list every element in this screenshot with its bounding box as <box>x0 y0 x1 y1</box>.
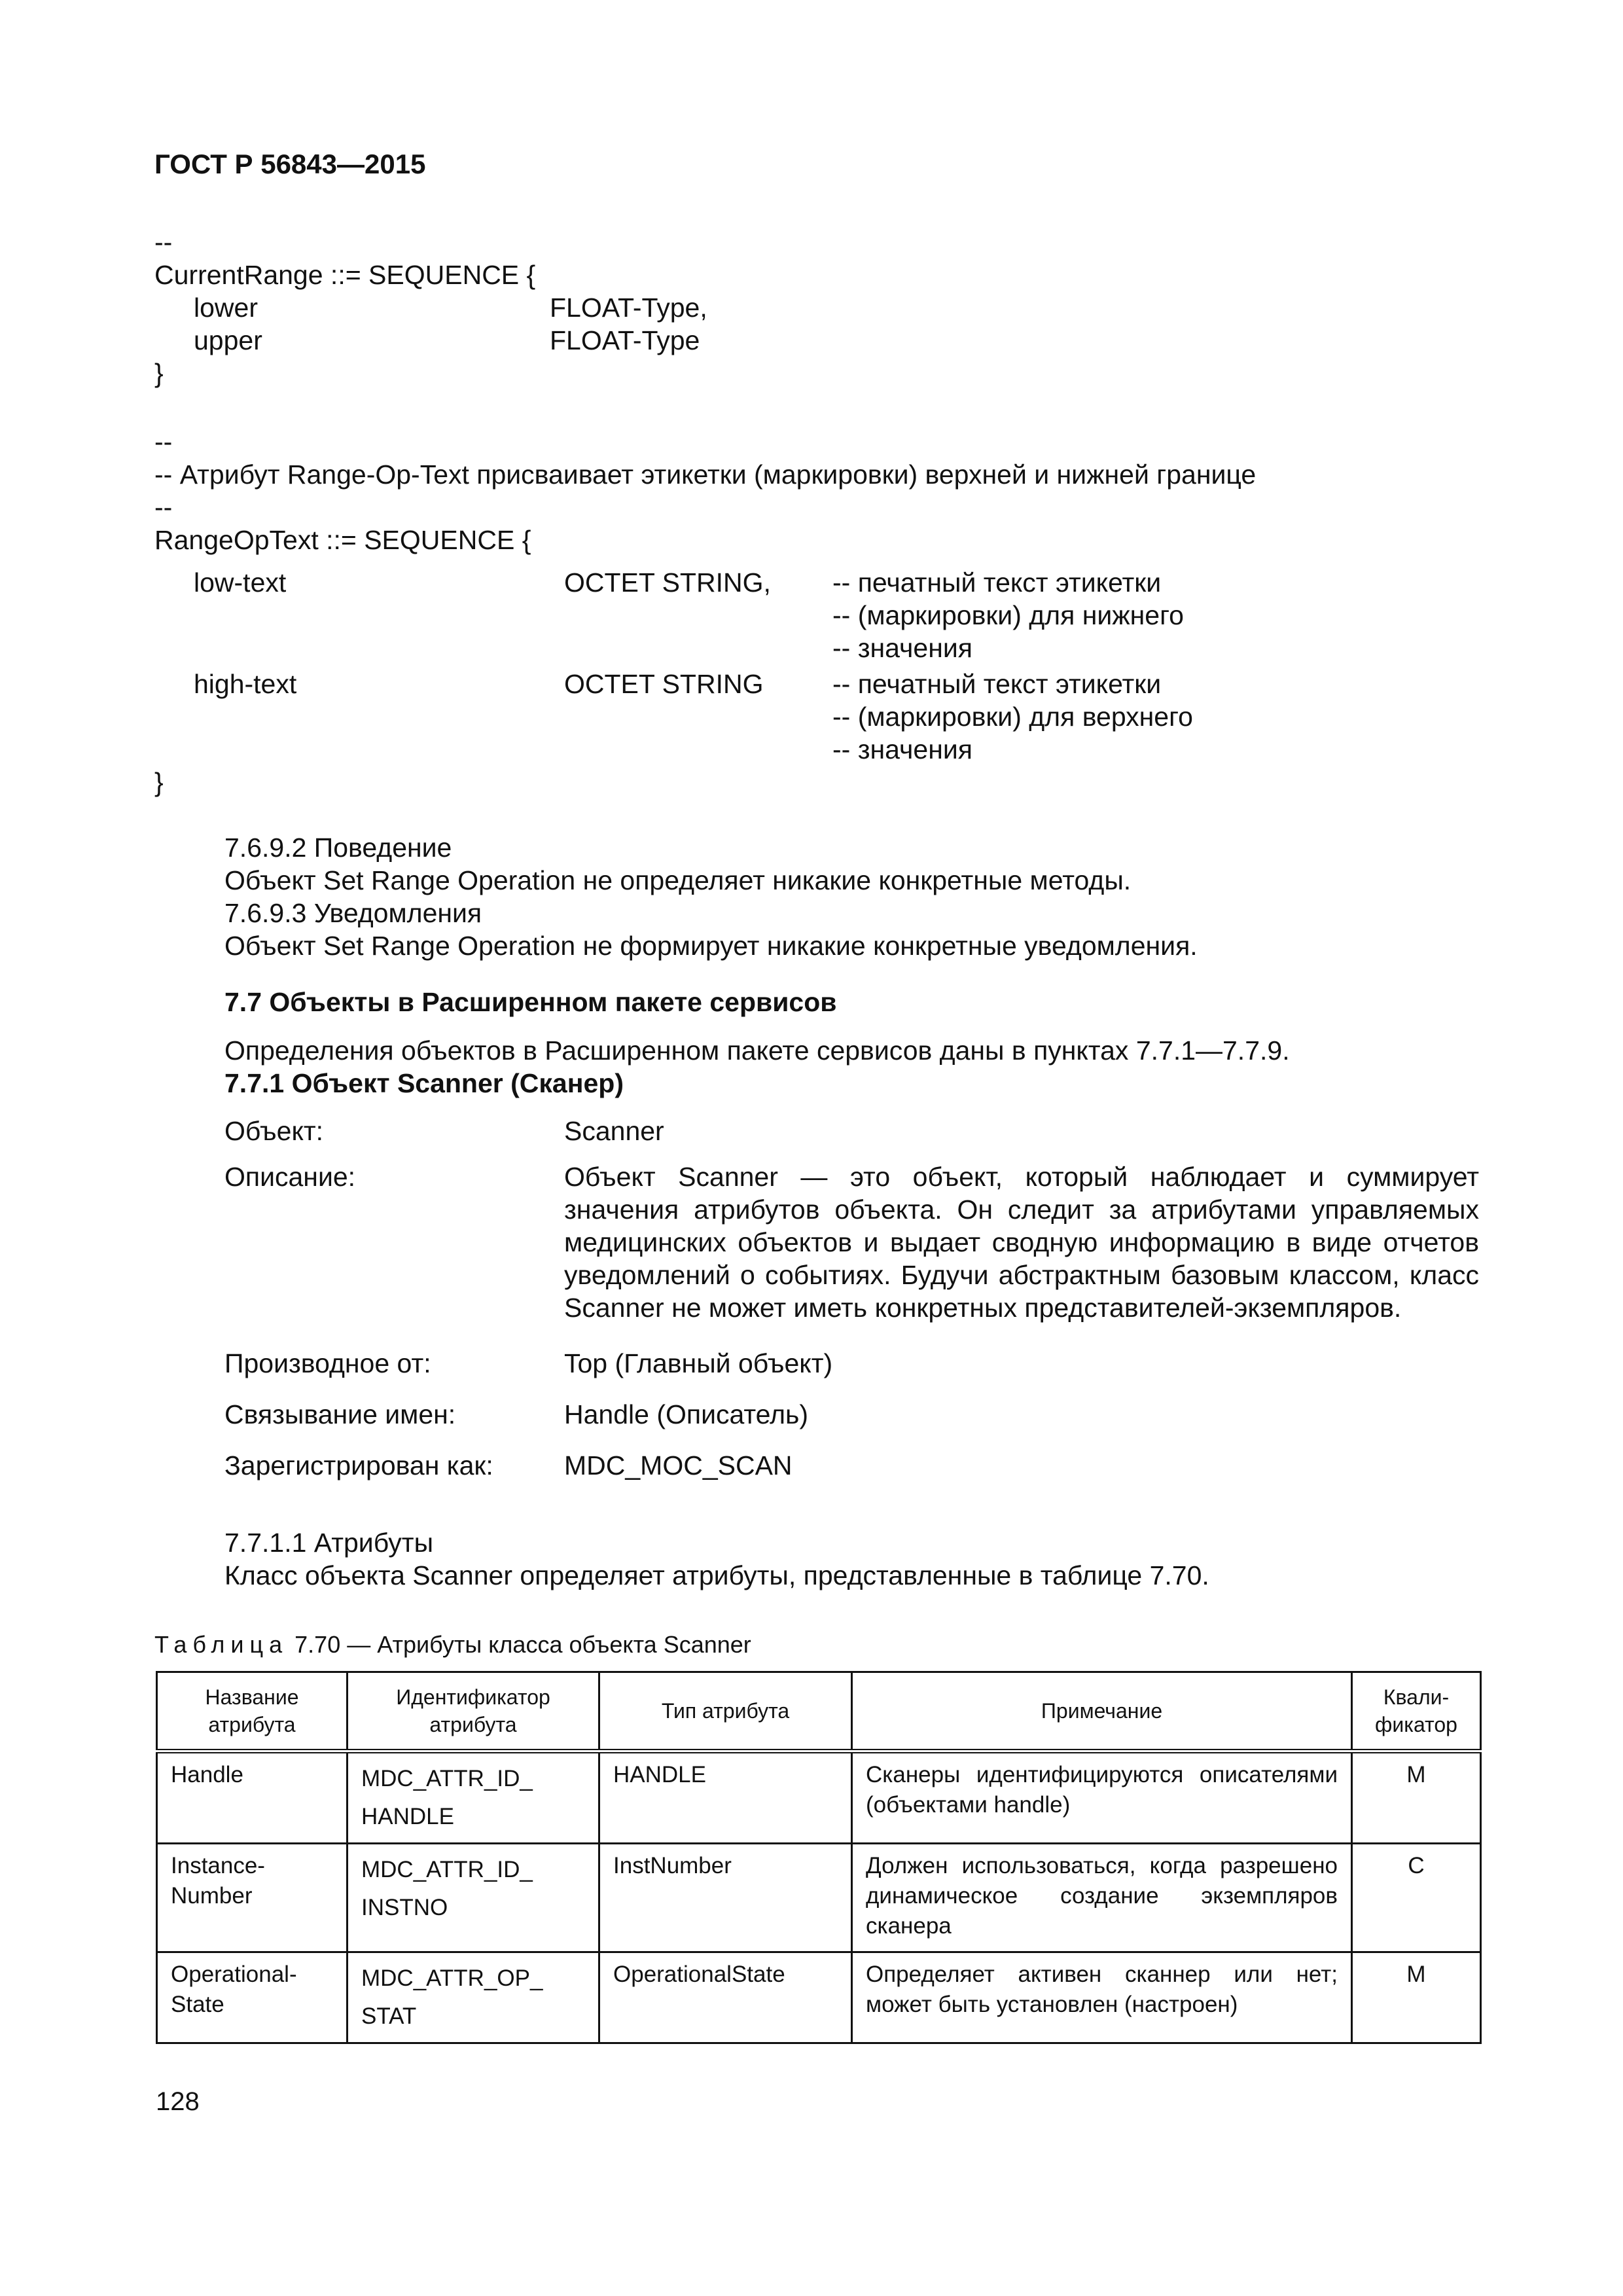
definition-label: Объект: <box>224 1116 324 1146</box>
code-field-comment: -- печатный текст этикетки <box>832 567 1162 598</box>
cell-qualifier: M <box>1352 1751 1481 1844</box>
table-header-row <box>157 1672 1481 1751</box>
definition-value: Top (Главный объект) <box>564 1348 833 1378</box>
code-comment-dash: -- <box>154 427 173 457</box>
code-field-name: lower <box>194 293 258 323</box>
code-field-comment: -- (маркировки) для нижнего <box>832 600 1184 630</box>
header-note: Примечание <box>852 1672 1352 1751</box>
definition-description: Объект Scanner — это объект, который наблюдает и суммирует значения атрибутов объекта. Он следит за атрибутами управляемых медицинских объектов и выдает сводную информацию в виде отчетов уведомлений о событиях. Будучи абстрактным базовым классом, класс Scanner не может иметь конкретных представителей-экземпляров. <box>564 1162 1479 1323</box>
cell-note: Сканеры идентифицируются описателями (объектами handle) <box>852 1751 1352 1844</box>
definition-label: Описание: <box>224 1162 356 1192</box>
code-declaration: RangeOpText ::= SEQUENCE { <box>154 525 531 555</box>
code-field-type: FLOAT-Type, <box>550 293 707 323</box>
cell-note: Определяет активен сканнер или нет; может быть установлен (настроен) <box>852 1952 1352 2043</box>
section-text: Объект Set Range Operation не формирует никакие конкретные уведомления. <box>224 931 1198 961</box>
code-field-name: high-text <box>194 669 297 699</box>
code-comment: -- Атрибут Range-Op-Text присваивает этикетки (маркировки) верхней и нижней границе <box>154 459 1257 490</box>
section-heading-771: 7.7.1 Объект Scanner (Сканер) <box>224 1068 624 1098</box>
cell-attribute-id: MDC_ATTR_ID_ HANDLE <box>348 1751 599 1844</box>
section-heading-7692: 7.6.9.2 Поведение <box>224 833 452 863</box>
header-qualifier: Квали- фикатор <box>1352 1672 1481 1751</box>
code-field-type: FLOAT-Type <box>550 325 700 355</box>
header-attribute-id: Идентификатор атрибута <box>348 1672 599 1751</box>
code-field-comment: -- значения <box>832 734 972 764</box>
code-field-name: upper <box>194 325 262 355</box>
cell-qualifier: C <box>1352 1844 1481 1952</box>
attributes-table <box>156 1671 1482 2044</box>
definition-label: Производное от: <box>224 1348 431 1378</box>
document-header: ГОСТ Р 56843—2015 <box>154 149 426 179</box>
header-attribute-name: Название атрибута <box>157 1672 348 1751</box>
section-heading-77: 7.7 Объекты в Расширенном пакете сервисов <box>224 987 837 1017</box>
table-caption-title: 7.70 — Атрибуты класса объекта Scanner <box>288 1631 751 1658</box>
code-comment-dash: -- <box>154 492 173 522</box>
table-caption-label: Таблица <box>154 1631 289 1658</box>
definition-label: Зарегистрирован как: <box>224 1450 493 1480</box>
code-field-comment: -- печатный текст этикетки <box>832 669 1162 699</box>
definition-value: Handle (Описатель) <box>564 1399 809 1429</box>
table-row <box>157 1844 1481 1952</box>
cell-attribute-type: InstNumber <box>599 1844 852 1952</box>
table-row <box>157 1751 1481 1844</box>
code-field-comment: -- (маркировки) для верхнего <box>832 702 1193 732</box>
definition-label: Связывание имен: <box>224 1399 456 1429</box>
cell-attribute-name: Handle <box>157 1751 348 1844</box>
code-field-type: OCTET STRING, <box>564 567 771 598</box>
definition-value: Scanner <box>564 1116 664 1146</box>
code-declaration: CurrentRange ::= SEQUENCE { <box>154 260 536 290</box>
cell-attribute-id: MDC_ATTR_ID_ INSTNO <box>348 1844 599 1952</box>
section-heading-7693: 7.6.9.3 Уведомления <box>224 898 482 928</box>
section-heading-7711: 7.7.1.1 Атрибуты <box>224 1528 434 1558</box>
code-close-brace: } <box>154 358 164 388</box>
cell-attribute-name: Instance- Number <box>157 1844 348 1952</box>
section-text: Определения объектов в Расширенном пакете сервисов даны в пунктах 7.7.1—7.7.9. <box>224 1035 1290 1066</box>
cell-attribute-id: MDC_ATTR_OP_ STAT <box>348 1952 599 2043</box>
code-field-name: low-text <box>194 567 287 598</box>
definition-value: MDC_MOC_SCAN <box>564 1450 793 1480</box>
cell-attribute-type: HANDLE <box>599 1751 852 1844</box>
code-field-type: OCTET STRING <box>564 669 764 699</box>
page-number: 128 <box>156 2087 200 2116</box>
table-caption <box>154 1630 751 1660</box>
code-close-brace: } <box>154 767 164 797</box>
section-text: Класс объекта Scanner определяет атрибуты, представленные в таблице 7.70. <box>224 1560 1209 1590</box>
cell-note: Должен использоваться, когда разрешено динамическое создание экземпляров сканера <box>852 1844 1352 1952</box>
cell-attribute-name: Operational- State <box>157 1952 348 2043</box>
cell-qualifier: M <box>1352 1952 1481 2043</box>
table-row <box>157 1952 1481 2043</box>
header-attribute-type: Тип атрибута <box>599 1672 852 1751</box>
code-field-comment: -- значения <box>832 633 972 663</box>
code-comment-dash: -- <box>154 227 173 257</box>
section-text: Объект Set Range Operation не определяет никакие конкретные методы. <box>224 865 1132 895</box>
cell-attribute-type: OperationalState <box>599 1952 852 2043</box>
